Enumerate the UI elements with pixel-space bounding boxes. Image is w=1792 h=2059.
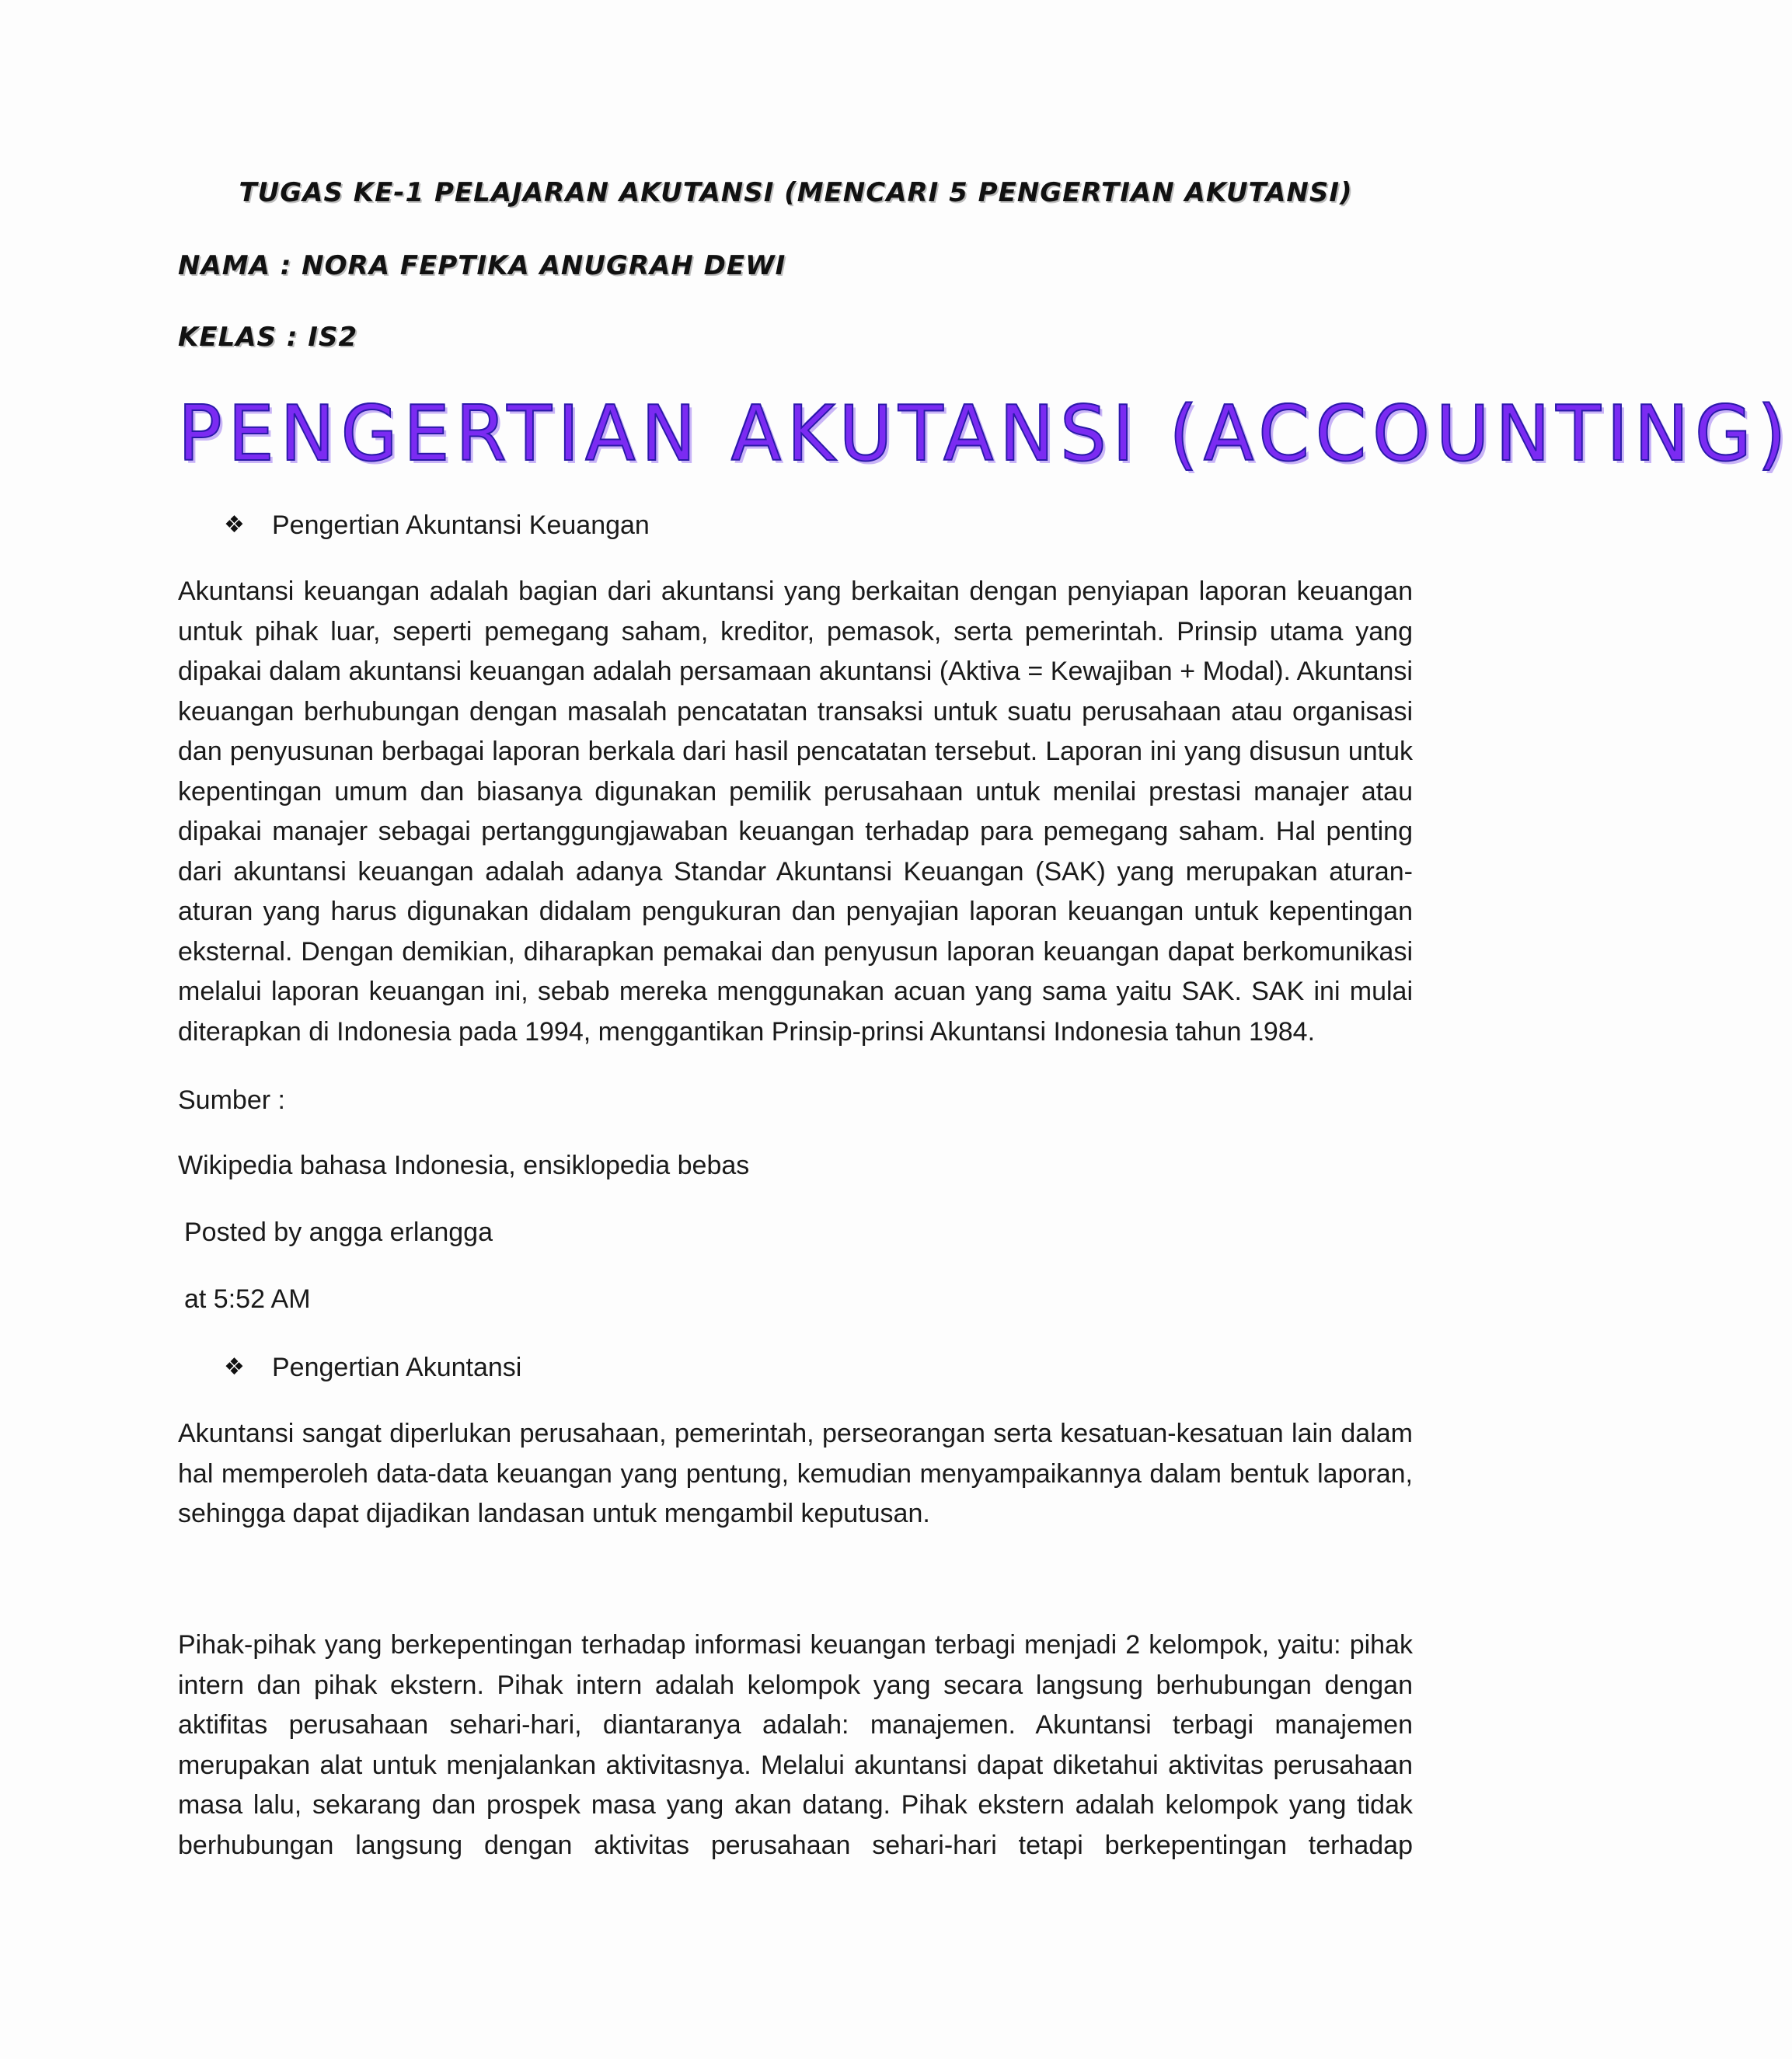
source-site: Wikipedia bahasa Indonesia, ensiklopedia bebas (178, 1151, 750, 1180)
student-name-line: NAMA : NORA FEPTIKA ANUGRAH DEWI (178, 250, 786, 281)
section-heading-accounting (224, 1350, 521, 1385)
student-class-line: KELAS : IS2 (178, 322, 358, 353)
diamond-bullet-icon: ❖ (224, 512, 245, 538)
wordart-banner (178, 384, 1792, 485)
document-title: TUGAS KE-1 PELAJARAN AKUTANSI (MENCARI 5 PENGERTIAN AKUTANSI) (239, 177, 1353, 208)
section-heading-label: Pengertian Akuntansi Keuangan (272, 510, 650, 540)
posted-at: at 5:52 AM (184, 1284, 311, 1314)
stakeholders-paragraph: Pihak-pihak yang berkepentingan terhadap informasi keuangan terbagi menjadi 2 kelompok, yaitu: pihak intern dan pihak ekstern. Pihak intern adalah kelompok yang secara langsung berhubungan dengan aktifitas perusahaan sehari-hari, diantaranya adalah: manajemen. Akuntansi terbagi manajemen merupakan alat untuk menjalankan aktivitasnya. Melalui akuntansi dapat diketahui aktivitas perusahaan masa lalu, sekarang dan prospek masa yang akan datang. Pihak ekstern adalah kelompok yang tidak berhubungan langsung dengan aktivitas perusahaan sehari-hari tetapi berkepentingan terhadap (178, 1630, 1413, 1860)
diamond-bullet-icon: ❖ (224, 1354, 245, 1380)
accounting-paragraph: Akuntansi sangat diperlukan perusahaan, pemerintah, perseorangan serta kesatuan-kesatuan lain dalam hal memperoleh data-data keuangan yang pentung, kemudian menyampaikannya dalam bentuk laporan, sehingga dapat dijadikan landasan untuk mengambil keputusan. (178, 1419, 1413, 1528)
wordart-banner-text: PENGERTIAN AKUTANSI (ACCOUNTING) (178, 390, 1792, 479)
section-heading-financial-accounting (224, 508, 650, 542)
section-heading-label: Pengertian Akuntansi (272, 1353, 522, 1382)
posted-by: Posted by angga erlangga (184, 1218, 493, 1247)
financial-accounting-paragraph: Akuntansi keuangan adalah bagian dari akuntansi yang berkaitan dengan penyiapan laporan keuangan untuk pihak luar, seperti pemegang saham, kreditor, pemasok, serta pemerintah. Prinsip utama yang dipakai dalam akuntansi keuangan adalah persamaan akuntansi (Aktiva = Kewajiban + Modal). Akuntansi keuangan berhubungan dengan masalah pencatatan transaksi untuk suatu perusahaan atau organisasi dan penyusunan berbagai laporan berkala dari hasil pencatatan tersebut. Laporan ini yang disusun untuk kepentingan umum dan biasanya digunakan pemilik perusahaan untuk menilai prestasi manajer atau dipakai manajer sebagai pertanggungjawaban keuangan terhadap para pemegang saham. Hal penting dari akuntansi keuangan adalah adanya Standar Akuntansi Keuangan (SAK) yang merupakan aturan-aturan yang harus digunakan didalam pengukuran dan penyajian laporan keuangan untuk kepentingan eksternal. Dengan demikian, diharapkan pemakai dan penyusun laporan keuangan dapat berkomunikasi melalui laporan keuangan ini, sebab mereka menggunakan acuan yang sama yaitu SAK. SAK ini mulai diterapkan di Indonesia pada 1994, menggantikan Prinsip-prinsi Akuntansi Indonesia tahun 1984. (178, 577, 1413, 1047)
source-label: Sumber : (178, 1085, 285, 1115)
